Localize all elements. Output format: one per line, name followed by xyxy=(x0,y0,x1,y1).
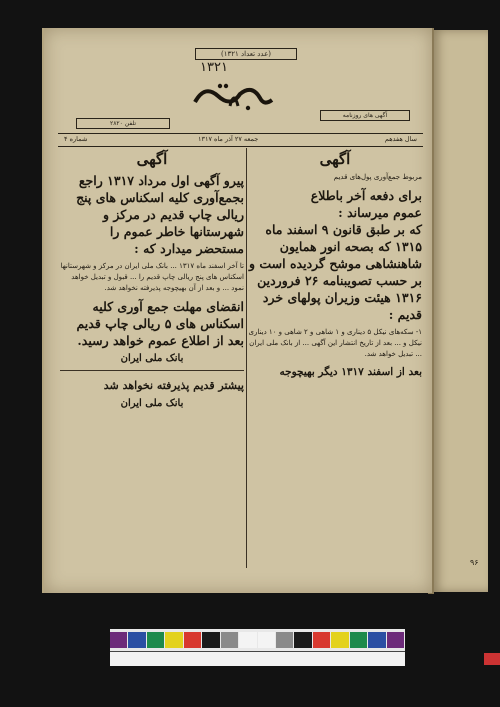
color-swatch xyxy=(221,632,238,648)
masthead-banner: (عدد تعداد ۱۳۲۱) xyxy=(195,48,297,60)
notice-heading: آگهی xyxy=(319,150,351,168)
masthead-year: ۱۳۲۱ xyxy=(200,60,228,75)
color-swatch xyxy=(294,632,311,648)
left-column-notice xyxy=(60,148,244,413)
color-swatch xyxy=(368,632,385,648)
color-swatch xyxy=(202,632,219,648)
notice-intro: مربوط جمع‌آوری پول‌های قدیم xyxy=(333,173,422,181)
color-swatch xyxy=(239,632,256,648)
notice-bottom-line: بعد از اسفند ۱۳۱۷ دیگر بهیچوجه xyxy=(279,366,422,378)
color-swatch xyxy=(276,632,293,648)
color-swatch xyxy=(331,632,348,648)
notice-small-print: ۱- سکه‌های نیکل ۵ دیناری و ۱ شاهی و ۲ شاهی و ۱۰ دیناری نیکل و ... بعد از تاریخ انتشار این آگهی ... از بانک ملی ایران ... تبدیل خواهد شد. xyxy=(248,328,422,358)
column-divider xyxy=(246,148,247,568)
notice-heading: آگهی xyxy=(136,150,168,168)
color-swatch xyxy=(110,632,127,648)
notice-signature: بانک ملی ایران xyxy=(120,353,184,364)
color-swatch xyxy=(184,632,201,648)
masthead-box-right: آگهی های روزنامه xyxy=(320,110,410,121)
section-rule xyxy=(60,370,244,371)
adjacent-page-number: ۹۶ xyxy=(470,558,479,567)
notice-small-print: تا آخر اسفند ماه ۱۳۱۷ ... بانک ملی ایران در مرکز و شهرستانها اسکناس های پنج ریالی چاپ قدیم را ... قبول و تبدیل خواهد نمود ... و بعد از آن بهیچوجه پذیرفته نخواهد شد. xyxy=(60,262,244,292)
color-swatch xyxy=(165,632,182,648)
dateline-date: جمعه ۲۷ آذر ماه ۱۳۱۷ xyxy=(198,135,259,143)
color-chip xyxy=(484,653,500,665)
right-column-notice xyxy=(248,148,422,378)
notice-secondary: پیشتر قدیم پذیرفته نخواهد شد xyxy=(103,379,244,392)
measurement-ruler xyxy=(110,651,405,666)
color-calibration-chart xyxy=(110,629,405,665)
dateline xyxy=(58,133,423,147)
notice-body: که بر طبق قانون ۹ اسفند ماه ۱۳۱۵ که بصحه انور همایون شاهنشاهی موشح گردیده است و بر حسب تصویبنامه ۲۶ فروردین ۱۳۱۶ هیئت وزیران پولهای خرد قدیم : xyxy=(249,222,422,322)
notice-line: برای دفعه آخر باطلاع xyxy=(310,188,422,203)
color-swatch xyxy=(313,632,330,648)
notice-line: عموم میرساند : xyxy=(338,205,422,220)
masthead-box-left: تلفن ۲۸۲۰ xyxy=(76,118,170,129)
color-swatch xyxy=(387,632,404,648)
notice-deadline: انقضای مهلت جمع آوری کلیه اسکناس های ۵ ریالی چاپ قدیم بعد از اطلاع عموم خواهد رسید. xyxy=(76,299,244,348)
color-swatch xyxy=(147,632,164,648)
notice-signature: بانک ملی ایران xyxy=(120,398,184,409)
adjacent-page xyxy=(432,30,488,592)
color-swatch xyxy=(128,632,145,648)
masthead-logo xyxy=(190,78,275,112)
color-swatch xyxy=(350,632,367,648)
color-swatch xyxy=(258,632,275,648)
dateline-volume: سال هفدهم xyxy=(384,135,417,143)
notice-body: پیرو آگهی اول مرداد ۱۳۱۷ راجع بجمع‌آوری کلیه اسکناس های پنج ریالی چاپ قدیم در مرکز و شهرستانها خاطر عموم را مستحضر میدارد که : xyxy=(76,173,244,256)
dateline-issue: شماره ۴ xyxy=(64,135,88,143)
